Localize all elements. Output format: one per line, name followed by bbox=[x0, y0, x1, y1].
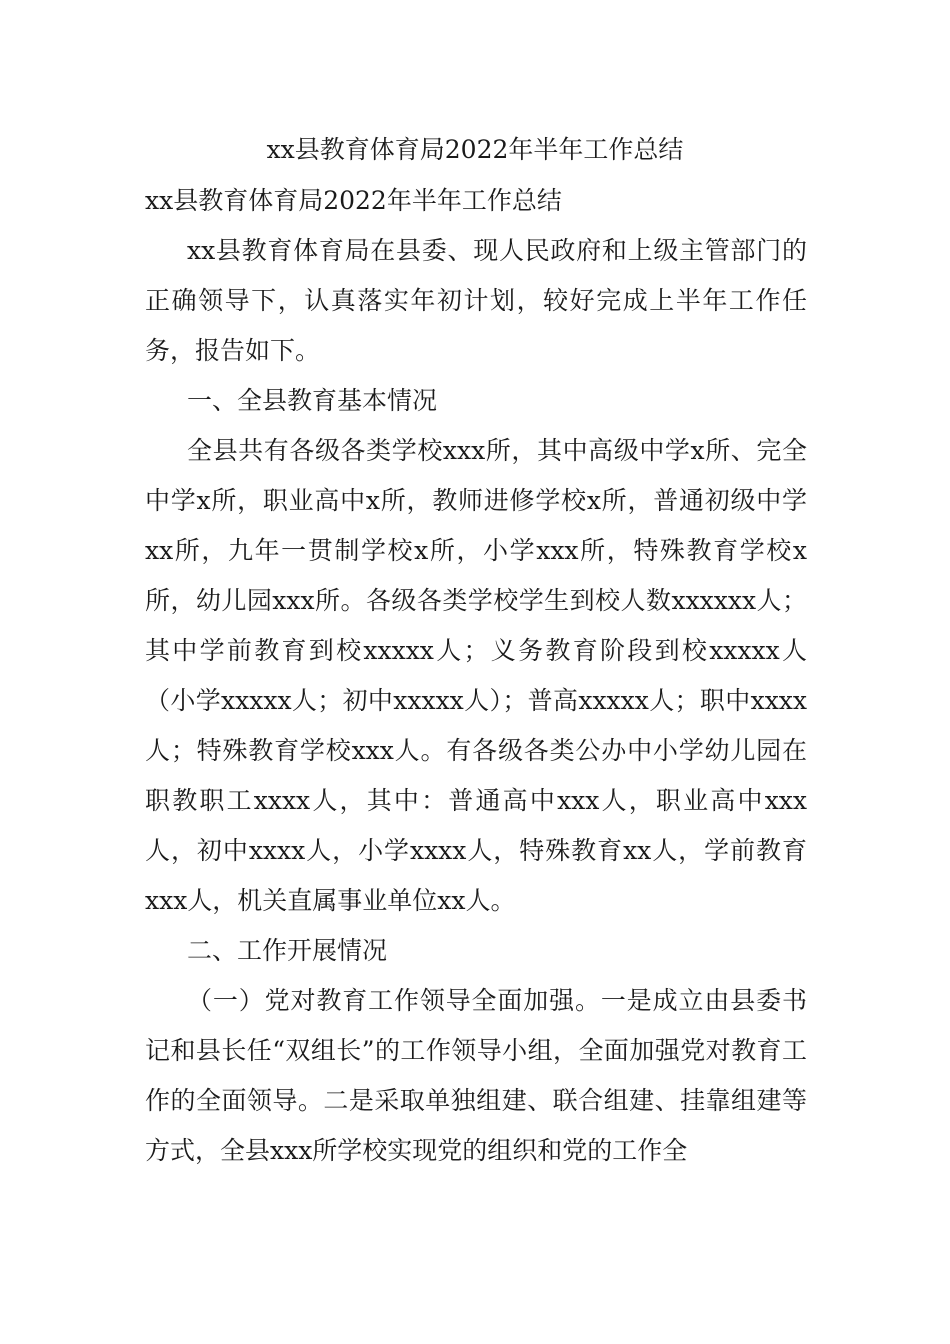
document-body bbox=[145, 176, 807, 1176]
intro-paragraph: xx县教育体育局在县委、现人民政府和上级主管部门的正确领导下，认真落实年初计划，较好完成上半年工作任务，报告如下。 bbox=[145, 236, 807, 365]
section-heading-2: 二、工作开展情况 bbox=[187, 936, 388, 965]
work-progress-paragraph: （一）党对教育工作领导全面加强。一是成立由县委书记和县长任“双组长”的工作领导小组，全面加强党对教育工作的全面领导。二是采取单独组建、联合组建、挂靠组建等方式，全县xxx所学校实现党的组织和党的工作全 bbox=[145, 986, 807, 1165]
section-heading-1: 一、全县教育基本情况 bbox=[187, 386, 438, 415]
document-title: xx县教育体育局2022年半年工作总结 bbox=[266, 135, 684, 164]
document-subtitle: xx县教育体育局2022年半年工作总结 bbox=[145, 186, 562, 215]
basic-info-paragraph: 全县共有各级各类学校xxx所，其中高级中学x所、完全中学x所，职业高中x所，教师进修学校x所，普通初级中学xx所，九年一贯制学校x所，小学xxx所，特殊教育学校x所，幼儿园xxx所。各级各类学校学生到校人数xxxxxx人；其中学前教育到校xxxxx人；义务教育阶段到校xxxxx人（小学xxxxx人；初中xxxxx人）；普高xxxxx人；职中xxxx人；特殊教育学校xxx人。有各级各类公办中小学幼儿园在职教职工xxxx人，其中：普通高中xxx人，职业高中xxx人，初中xxxx人，小学xxxx人，特殊教育xx人，学前教育xxx人，机关直属事业单位xx人。 bbox=[145, 436, 807, 915]
